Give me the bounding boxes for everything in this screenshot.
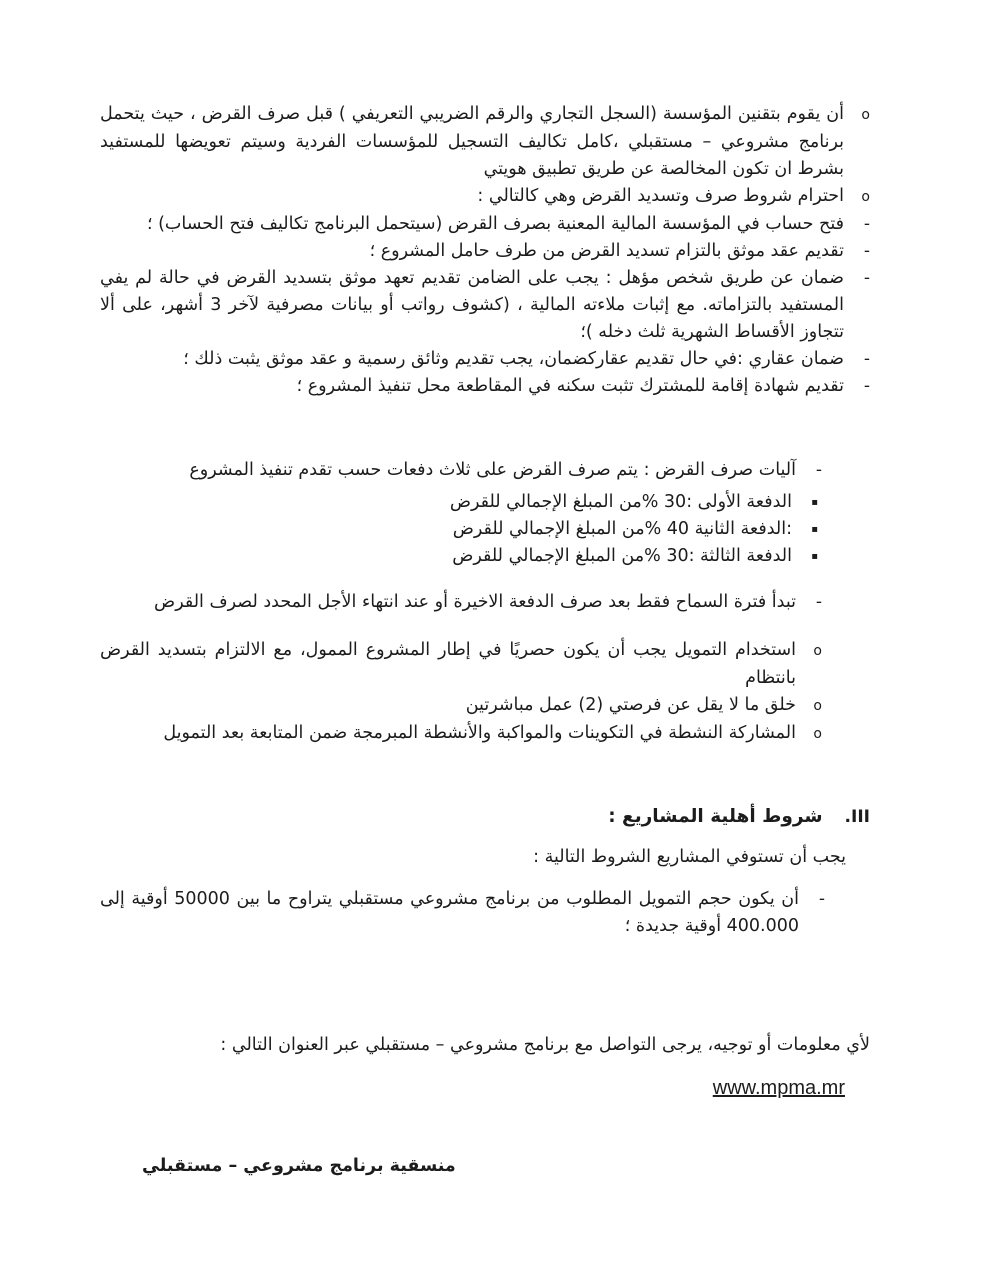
list-item-text: خلق ما لا يقل عن فرصتي (2) عمل مباشرتين — [465, 695, 796, 715]
square-bullet-icon: ▪ — [811, 497, 818, 508]
dash-bullet-icon: - — [818, 889, 825, 909]
list-item-tranche-2 — [100, 516, 818, 543]
list-item-job-creation — [100, 692, 822, 720]
circle-bullet-icon: o — [813, 643, 822, 659]
list-item-tranche-3 — [100, 543, 818, 570]
dash-bullet-icon: - — [863, 214, 870, 234]
website-link[interactable]: www.mpma.mr — [712, 1077, 845, 1099]
list-item-text: الدفعة الثالثة :30 %من المبلغ الإجمالي للقرض — [452, 546, 792, 566]
list-item-text: تقديم عقد موثق بالتزام تسديد القرض من طرف حامل المشروع ؛ — [369, 241, 844, 261]
list-item-real-estate-guarantee — [100, 346, 870, 373]
dash-bullet-icon: - — [863, 241, 870, 261]
list-item-guarantor — [100, 265, 870, 346]
list-item-text: آليات صرف القرض : يتم صرف القرض على ثلاث دفعات حسب تقدم تنفيذ المشروع — [189, 460, 796, 480]
list-item-notarized-contract — [100, 238, 870, 265]
tranche-list — [100, 489, 870, 570]
circle-bullet-icon: o — [813, 726, 822, 742]
square-bullet-icon: ▪ — [811, 524, 818, 535]
list-item-text: المشاركة النشطة في التكوينات والمواكبة والأنشطة المبرمجة ضمن المتابعة بعد التمويل — [163, 723, 796, 743]
dash-bullet-icon: - — [815, 592, 822, 612]
list-item-text: تقديم شهادة إقامة للمشترك تثبت سكنه في المقاطعة محل تنفيذ المشروع ؛ — [296, 376, 844, 396]
list-item-residence-certificate — [100, 373, 870, 400]
section-title: شروط أهلية المشاريع : — [608, 806, 823, 827]
list-item-text: الدفعة الأولى :30 %من المبلغ الإجمالي للقرض — [449, 492, 792, 512]
list-item-disbursement-intro — [100, 457, 822, 484]
list-item-text: أن يكون حجم التمويل المطلوب من برنامج مشروعي مستقبلي يتراوح ما بين 50000 أوقية إلى 400.000 أوقية جديدة ؛ — [100, 889, 799, 936]
eligibility-intro: يجب أن تستوفي المشاريع الشروط التالية : — [533, 847, 846, 867]
list-item-text: أن يقوم بتقنين المؤسسة (السجل التجاري والرقم الضريبي التعريفي ) قبل صرف القرض ، حيث يتحمل برنامج مشروعي – مستقبلي ،كامل تكاليف التسجيل للمؤسسات الفردية وسيتم تعويضها للمستفيد بشرط ان تكون المخالصة عن طريق تطبيق هويتي — [100, 104, 844, 179]
dash-bullet-icon: - — [863, 376, 870, 396]
website-line — [100, 1074, 845, 1103]
circle-bullet-icon: o — [861, 107, 870, 123]
section-heading-eligibility — [100, 802, 870, 832]
dash-bullet-icon: - — [863, 268, 870, 288]
list-item-text: احترام شروط صرف وتسديد القرض وهي كالتالي : — [477, 186, 844, 206]
list-item-open-account — [100, 211, 870, 238]
section-number: III. — [844, 807, 870, 827]
contact-line: لأي معلومات أو توجيه، يرجى التواصل مع برنامج مشروعي – مستقبلي عبر العنوان التالي : — [220, 1035, 870, 1055]
list-item-grace-period — [100, 589, 822, 616]
list-item-registration — [100, 101, 870, 183]
list-item-tranche-1 — [100, 489, 818, 516]
list-item-text: ضمان عن طريق شخص مؤهل : يجب على الضامن تقديم تعهد موثق بتسديد القرض في حالة لم يفي المستفيد بالتزاماته. مع إثبات ملاءته المالية ، (كشوف رواتب أو بيانات مصرفية لآخر 3 أشهر، على ألا تتجاوز الأقساط الشهرية ثلث دخله )؛ — [100, 268, 845, 342]
dash-bullet-icon: - — [863, 349, 870, 369]
list-item-use-of-funds — [100, 637, 822, 692]
circle-bullet-icon: o — [813, 698, 822, 714]
obligations-list — [100, 637, 870, 748]
list-item-respect-conditions — [100, 183, 870, 211]
list-item-text: تبدأ فترة السماح فقط بعد صرف الدفعة الاخيرة أو عند انتهاء الأجل المحدد لصرف القرض — [154, 592, 796, 612]
circle-bullet-icon: o — [861, 189, 870, 205]
list-item-text: استخدام التمويل يجب أن يكون حصريًا في إطار المشروع الممول، مع الالتزام بتسديد القرض بانتظام — [100, 640, 796, 688]
signature-line: منسقية برنامج مشروعي – مستقبلي — [142, 1156, 456, 1176]
list-item-text: ضمان عقاري :في حال تقديم عقاركضمان، يجب تقديم وثائق رسمية و عقد موثق يثبت ذلك ؛ — [183, 349, 844, 369]
list-item-text: فتح حساب في المؤسسة المالية المعنية بصرف القرض (سيتحمل البرنامج تكاليف فتح الحساب) ؛ — [146, 214, 844, 234]
list-item-funding-range — [100, 886, 825, 940]
dash-bullet-icon: - — [815, 460, 822, 480]
list-item-text: :الدفعة الثانية 40 %من المبلغ الإجمالي للقرض — [452, 519, 792, 539]
list-item-active-participation — [100, 720, 822, 748]
square-bullet-icon: ▪ — [811, 551, 818, 562]
